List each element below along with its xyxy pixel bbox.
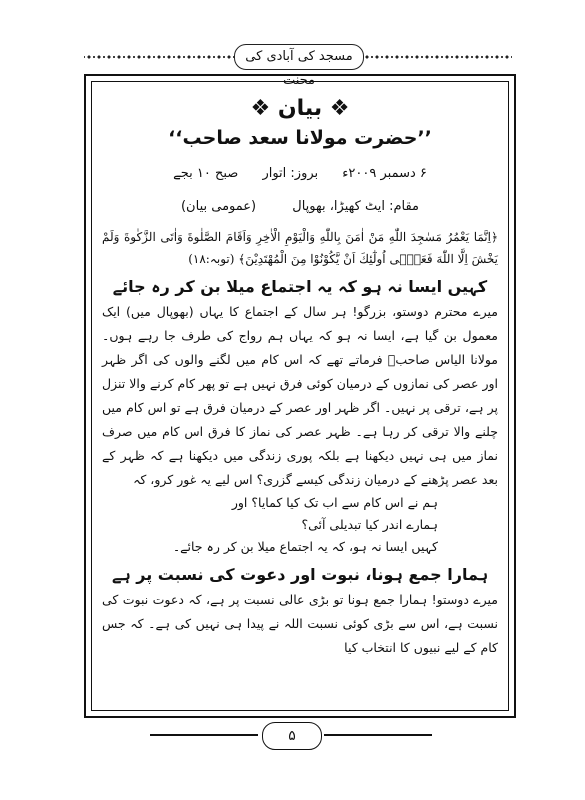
paragraph-1: میرے محترم دوستو، بزرگو! ہر سال کے اجتماع کا یہاں (بھوپال میں) ایک معمول بن گیا ہے، ایسا نہ ہو کہ یہاں ہم رواج کی طرف جا رہے ہوں۔ مولانا الیاس صاحبؒ فرماتے تھے کہ اس کام میں لگنے والوں کی اگر ظہر اور عصر کی نمازوں کے درمیان کوئی فرق نہیں ہے تو پھر کام کرنے والا تنزل پر ہے، ترقی پر نہیں۔ اگر ظہر اور عصر کے درمیان فرق ہے تو اس کام میں چلنے والا ترقی کر رہا ہے۔ ظہر عصر کی نماز کا فرق اس کام میں صرف نماز میں ہی نہیں دیکھنا ہے بلکہ پوری زندگی میں دیکھنا ہے کہ ظہر کے بعد عصر پڑھنے کے درمیان زندگی کیسے گزری؟ اس لیے یہ غور کرو، کہ (102, 304, 498, 487)
place-line (102, 196, 498, 218)
section-heading-1: کہیں ایسا نہ ہو کہ یہ اجتماع میلا بن کر رہ جائے (112, 277, 488, 296)
header-ornament-left (84, 53, 234, 61)
page-number-rule-right (324, 734, 432, 736)
section-heading-2: ہمارا جمع ہونا، نبوت اور دعوت کی نسبت پر ہے (111, 565, 489, 584)
talk-place: مقام: ایٹ کھیڑا، بھوپال (292, 199, 420, 214)
page-content (102, 88, 498, 660)
talk-day: بروز: اتوار (262, 166, 319, 181)
talk-date: ۶ دسمبر ۲۰۰۹ء (342, 166, 427, 181)
running-header (84, 44, 512, 88)
quran-verse: ﴿اِنَّمَا یَعْمُرُ مَسٰجِدَ اللّٰهِ مَنْ اٰمَنَ بِاللّٰهِ وَالْيَوْمِ الْاٰخِرِ وَاَقَامَ الصَّلٰوةَ وَاٰتَى الزَّكٰوةَ وَلَمْ یَخْشَ اِلَّا اللّٰهَ فَعَسٰۤى اُولٰٓئِكَ اَنْ یَّكُوْنُوْا مِنَ الْمُهْتَدِیْنَ﴾ (توبہ:۱۸) (102, 230, 498, 266)
running-header-title: مسجد کی آبادی کی محنت (234, 44, 364, 70)
talk-type: (عمومی بیان) (180, 199, 257, 214)
question-1: ہم نے اس کام سے اب تک کیا کمایا؟ اور (231, 495, 438, 510)
speaker-name: ’’حضرت مولانا سعد صاحب‘‘ (168, 127, 432, 149)
talk-time: صبح ۱۰ بجے (173, 166, 239, 181)
page-number: ۵ (262, 722, 322, 750)
question-2: ہمارے اندر کیا تبدیلی آئی؟ (301, 517, 438, 532)
page-frame-inner (91, 81, 509, 711)
page-number-rule-left (150, 734, 258, 736)
question-3: کہیں ایسا نہ ہو، کہ یہ اجتماع میلا بن کر رہ جائے۔ (172, 539, 438, 554)
page-frame (84, 74, 516, 718)
date-line (102, 162, 498, 186)
paragraph-2: میرے دوستو! ہمارا جمع ہونا تو بڑی عالی نسبت پر ہے، کہ دعوت نبوت کی نسبت ہے، اس سے بڑی کوئی نسبت اللہ نے پیدا ہی نہیں کی ہے۔ کہ جس کام کے لیے نبیوں کا انتخاب کیا (102, 592, 498, 655)
header-ornament-right (362, 53, 512, 61)
talk-title: ❖ بیان ❖ (250, 96, 350, 121)
